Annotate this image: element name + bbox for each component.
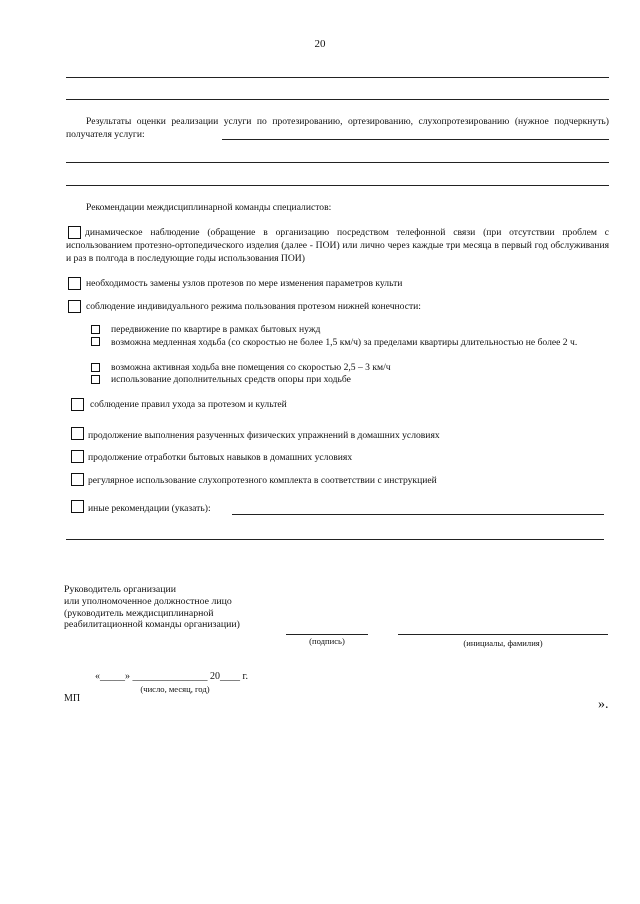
name-line: [398, 634, 608, 635]
signatory-line: Руководитель организации: [64, 584, 176, 595]
recommendation-physical-exercises: продолжение выполнения разученных физических упражнений в домашних условиях: [88, 430, 440, 441]
checkbox-support-aids[interactable]: [91, 375, 100, 384]
checkbox-other-recommendations[interactable]: [71, 500, 84, 513]
sub-item-walk-apartment: передвижение по квартире в рамках бытовых нужд: [111, 324, 321, 335]
blank-line: [66, 99, 609, 100]
checkbox-individual-regime[interactable]: [68, 300, 81, 313]
page-number: 20: [314, 38, 326, 50]
blank-line: [66, 539, 604, 540]
sub-item-slow-walk: возможна медленная ходьба (со скоростью не более 1,5 км/ч) за пределами квартиры длительностью не более 2 ч.: [111, 337, 578, 348]
other-recommendations-line: [232, 514, 604, 515]
signature-line: [286, 634, 368, 635]
date-field: «_____» _______________ 20____ г.: [95, 671, 248, 682]
checkbox-replace-prosthesis-units[interactable]: [68, 277, 81, 290]
recommendations-heading: Рекомендации междисциплинарной команды специалистов:: [86, 202, 332, 213]
checkbox-care-rules[interactable]: [71, 398, 84, 411]
checkbox-household-skills[interactable]: [71, 450, 84, 463]
name-caption: (инициалы, фамилия): [463, 638, 543, 648]
signatory-line: реабилитационной команды организации): [64, 619, 240, 631]
recommendation-individual-regime: соблюдение индивидуального режима пользования протезом нижней конечности:: [86, 301, 421, 312]
checkbox-physical-exercises[interactable]: [71, 427, 84, 440]
signature-caption: (подпись): [309, 636, 345, 646]
closing-mark: ».: [598, 697, 609, 712]
checkbox-active-walk[interactable]: [91, 363, 100, 372]
results-answer-line: [222, 139, 609, 140]
checkbox-hearing-aid-use[interactable]: [71, 473, 84, 486]
recommendation-dynamic-observation: динамическое наблюдение (обращение в организацию посредством телефонной связи (при отсутствии проблем с использованием протезно-ортопедического изделия (далее - ПОИ) или лично через каждые три месяца в первый год обслуживания и раз в полгода в последующие годы использования ПОИ): [66, 227, 609, 264]
results-text: Результаты оценки реализации услуги по протезированию, ортезированию, слухопротезированию (нужное подчеркнуть) получателя услуги:: [66, 116, 609, 140]
checkbox-slow-walk[interactable]: [91, 337, 100, 346]
stamp-label: МП: [64, 693, 81, 704]
signatory-line: (руководитель междисциплинарной: [64, 607, 214, 619]
recommendation-replace-prosthesis-units: необходимость замены узлов протезов по мере изменения параметров культи: [86, 278, 403, 289]
recommendation-care-rules: соблюдение правил ухода за протезом и культей: [90, 399, 287, 410]
sub-item-support-aids: использование дополнительных средств опоры при ходьбе: [111, 374, 351, 385]
blank-line: [66, 162, 609, 163]
recommendation-other: иные рекомендации (указать):: [88, 503, 211, 514]
recommendation-hearing-aid-use: регулярное использование слухопротезного комплекта в соответствии с инструкцией: [88, 475, 437, 486]
recommendation-household-skills: продолжение отработки бытовых навыков в домашних условиях: [88, 452, 353, 463]
blank-line: [66, 185, 609, 186]
blank-line: [66, 77, 609, 78]
signatory-line: или уполномоченное должностное лицо: [64, 595, 232, 607]
sub-item-active-walk: возможна активная ходьба вне помещения со скоростью 2,5 – 3 км/ч: [111, 362, 391, 373]
signatory-title: [64, 584, 240, 631]
date-caption: (число, месяц, год): [140, 684, 210, 694]
checkbox-walk-apartment[interactable]: [91, 325, 100, 334]
